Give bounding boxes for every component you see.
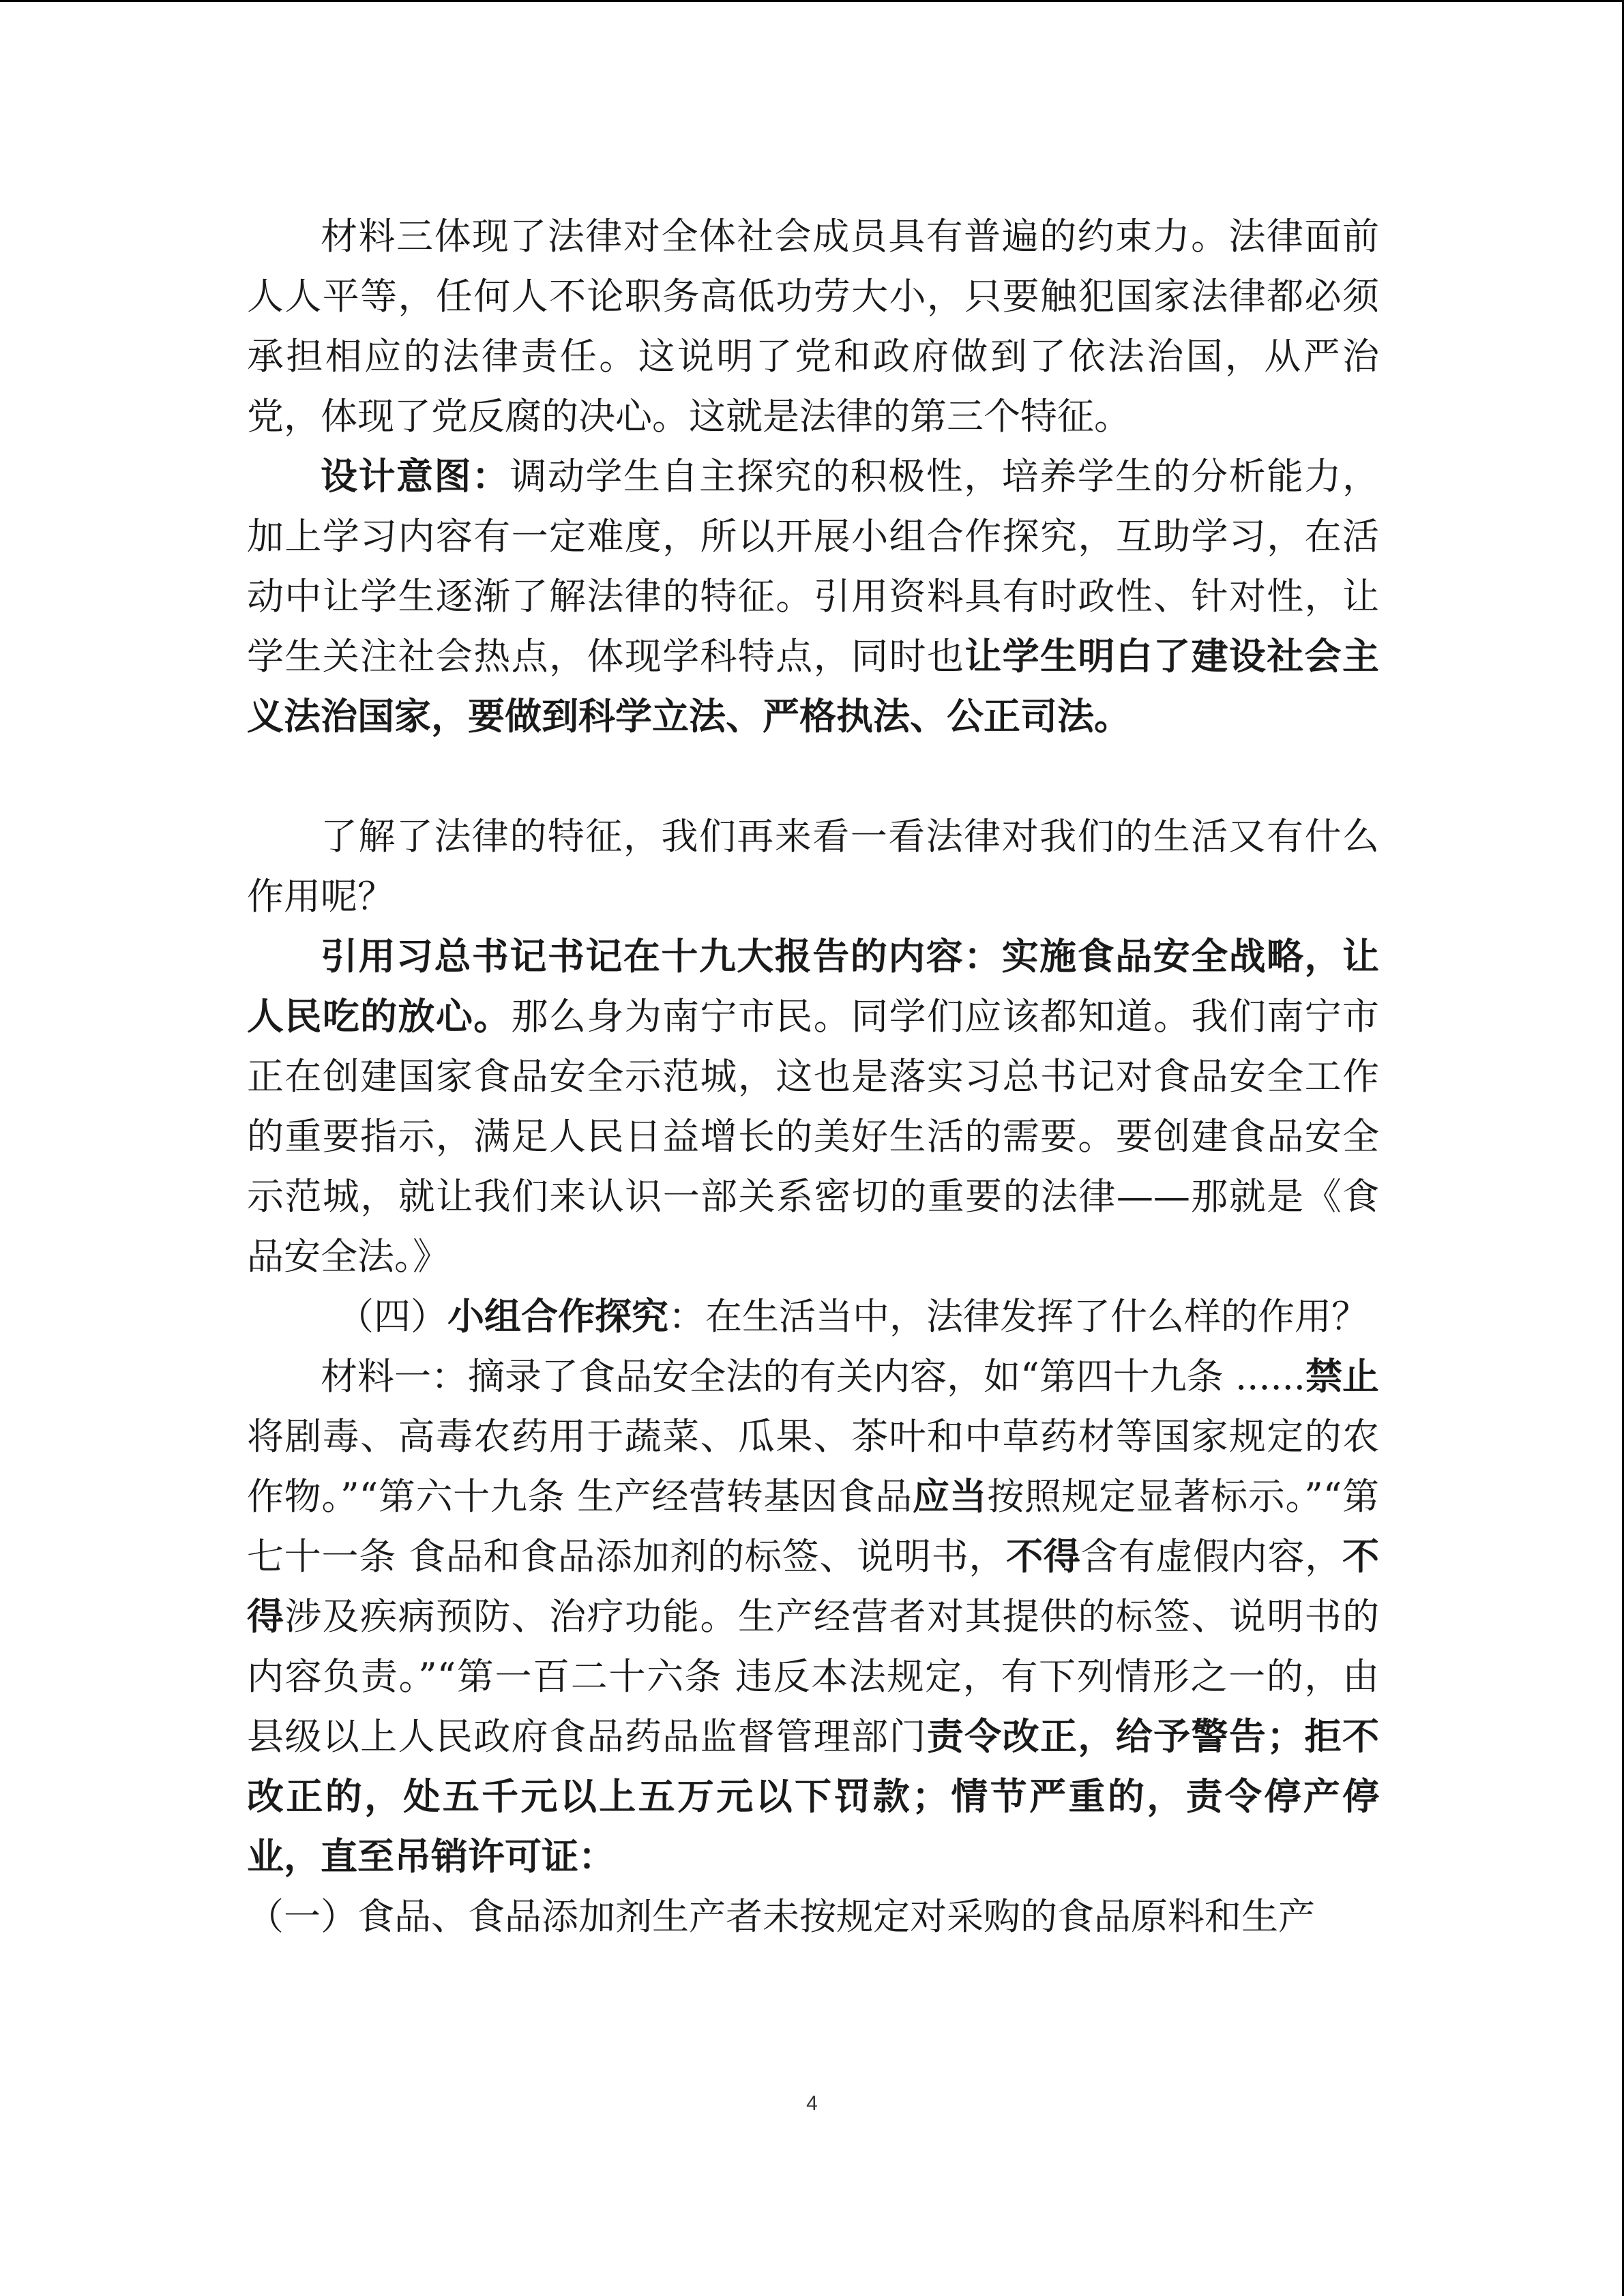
emphasis-text: 不得 <box>247 1535 1380 1638</box>
paragraph-group-inquiry <box>247 1287 1379 1347</box>
paragraph-material-one <box>247 1347 1379 1887</box>
paragraph-text: 将剧毒、高毒农药用于蔬菜、瓜果、茶叶和中草药材等国家规定的农作物。”“第六十九条 生产经营转基因食品 <box>247 1415 1379 1518</box>
paragraph-text: 材料三体现了法律对全体社会成员具有普遍的约束力。法律面前人人平等，任何人不论职务高低功劳大小，只要触犯国家法律都必须承担相应的法律责任。这说明了党和政府做到了依法治国，从严治党，体现了党反腐的决心。这就是法律的第三个特征。 <box>247 215 1379 438</box>
emphasis-text: 让学生明白了建设社会主义法治国家，要做到科学立法、严格执法、公正司法。 <box>247 635 1380 738</box>
emphasis-text: 禁止 <box>1305 1355 1380 1398</box>
paragraph-text: 了解了法律的特征，我们再来看一看法律对我们的生活又有什么作用呢？ <box>247 815 1379 918</box>
design-intent-heading: 设计意图： <box>321 455 510 498</box>
paragraph-text: 涉及疾病预防、治疗功能。生产经营者对其提供的标签、说明书的内容负责。”“第一百二十六条 违反本法规定，有下列情形之一的，由县级以上人民政府食品药品监督管理部门 <box>247 1595 1380 1758</box>
section-number: （四） <box>337 1295 447 1338</box>
emphasis-text: 引用习总书记书记在十九大报告的内容：实施食品安全战略，让人民吃的放心。 <box>247 935 1379 1038</box>
paragraph-material-three <box>247 207 1379 447</box>
document-body <box>247 207 1379 1947</box>
emphasis-text: 不得 <box>1006 1535 1081 1578</box>
paragraph-list-item-one <box>247 1887 1379 1947</box>
paragraph-law-function-intro <box>247 807 1379 927</box>
paragraph-text: 含有虚假内容， <box>1080 1535 1343 1578</box>
page-number: 4 <box>806 2092 818 2115</box>
paragraph-food-safety-quote <box>247 927 1379 1287</box>
paragraph-text: 按照规定显著标示。”“第七十一条 食品和食品添加剂的标签、说明书， <box>247 1475 1379 1578</box>
paragraph-text: （一）食品、食品添加剂生产者未按规定对采购的食品原料和生产 <box>247 1895 1315 1938</box>
paragraph-text: 材料一：摘录了食品安全法的有关内容，如“第四十九条 ...... <box>321 1355 1305 1398</box>
emphasis-text: 责令改正，给予警告；拒不改正的，处五千元以上五万元以下罚款；情节严重的，责令停产停业，直至吊销许可证： <box>247 1715 1379 1878</box>
paragraph-text: 调动学生自主探究的积极性，培养学生的分析能力，加上学习内容有一定难度，所以开展小组合作探究，互助学习，在活动中让学生逐渐了解法律的特征。引用资料具有时政性、针对性，让学生关注社会热点，体现学科特点，同时也 <box>247 455 1380 678</box>
paragraph-text: 那么身为南宁市民。同学们应该都知道。我们南宁市正在创建国家食品安全示范城，这也是落实习总书记对食品安全工作的重要指示，满足人民日益增长的美好生活的需要。要创建食品安全示范城，就让我们来认识一部关系密切的重要的法律——那就是《食品安全法。》 <box>247 995 1379 1278</box>
section-heading: 小组合作探究 <box>447 1295 668 1338</box>
paragraph-design-intent <box>247 447 1379 747</box>
paragraph-text: ：在生活当中，法律发挥了什么样的作用？ <box>668 1295 1368 1338</box>
emphasis-text: 应当 <box>912 1475 988 1518</box>
